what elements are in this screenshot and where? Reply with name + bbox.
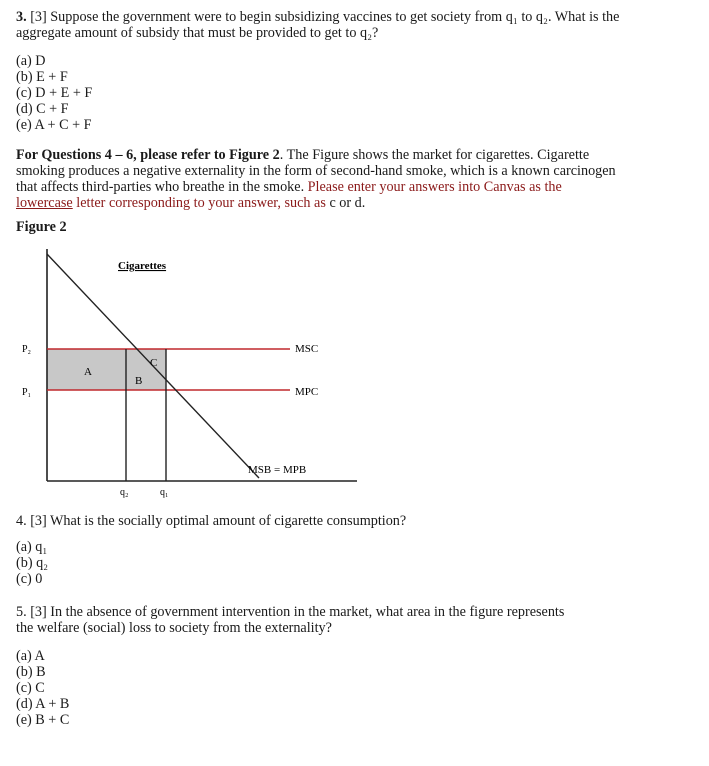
q4-head: 4. [3] <box>16 513 47 529</box>
q3-option-e: (e) A + C + F <box>16 117 92 133</box>
intro-lead: For Questions 4 – 6, please refer to Figure 2 <box>16 147 280 163</box>
q3-option-d: (d) C + F <box>16 101 69 117</box>
q5-option-c: (c) C <box>16 680 45 696</box>
q3-option-a: (a) D <box>16 53 46 69</box>
q4-option-b: (b) q₂ <box>16 555 49 571</box>
q4-option-c: (c) 0 <box>16 571 43 587</box>
figure-2-graph <box>0 240 709 500</box>
area-a-label: A <box>84 366 92 378</box>
q5-text-line-2: the welfare (social) loss to society from the externality? <box>16 620 332 636</box>
q5-text: In the absence of government intervention in the market, what area in the figure represents <box>50 604 565 620</box>
q3-text: Suppose the government were to begin subsidizing vaccines to get society from q₁ to q₂. What is the <box>50 9 620 25</box>
q3-option-c: (c) D + E + F <box>16 85 93 101</box>
q3-stem-line-1 <box>16 9 686 25</box>
canvas-instruction: Please enter your answers into Canvas as the <box>307 179 562 195</box>
intro-line-2: smoking produces a negative externality in the form of second-hand smoke, which is a known carcinogen <box>16 163 616 179</box>
instruction-continued: letter corresponding to your answer, such as <box>76 195 326 211</box>
figure-intro <box>16 147 686 235</box>
question-3 <box>16 9 686 133</box>
p1-label: P₁ <box>22 387 32 398</box>
q1-label: q₁ <box>160 487 169 498</box>
area-b-label: B <box>135 375 143 387</box>
q3-points: [3] <box>30 9 47 25</box>
intro-line-3: that affects third-parties who breathe in the smoke. <box>16 179 305 195</box>
q5-option-d: (d) A + B <box>16 696 70 712</box>
q5-head: 5. [3] <box>16 604 47 620</box>
figure-caption-text: Figure 2 <box>16 219 67 235</box>
q3-stem-line-2: aggregate amount of subsidy that must be provided to get to q₂? <box>16 25 379 41</box>
msb-mpb-label: MSB = MPB <box>248 464 307 476</box>
q3-option-b: (b) E + F <box>16 69 68 85</box>
graph-title: Cigarettes <box>118 260 167 272</box>
q5-option-e: (e) B + C <box>16 712 70 728</box>
q5-option-a: (a) A <box>16 648 45 664</box>
q4-option-a: (a) q₁ <box>16 539 48 555</box>
figure-caption <box>16 219 686 235</box>
q3-number: 3. <box>16 9 27 25</box>
p2-label: P₂ <box>22 344 32 355</box>
question-5 <box>16 604 686 728</box>
area-c-label: C <box>150 357 158 369</box>
question-4 <box>16 513 686 587</box>
lowercase-emphasis: lowercase <box>16 195 73 211</box>
q2-label: q₂ <box>120 487 129 498</box>
q5-option-b: (b) B <box>16 664 46 680</box>
mpc-label: MPC <box>295 386 319 398</box>
instruction-example: c or d. <box>329 195 366 211</box>
intro-line-1: . The Figure shows the market for cigarettes. Cigarette <box>279 147 590 163</box>
msc-label: MSC <box>295 343 319 355</box>
q4-text: What is the socially optimal amount of cigarette consumption? <box>50 513 407 529</box>
